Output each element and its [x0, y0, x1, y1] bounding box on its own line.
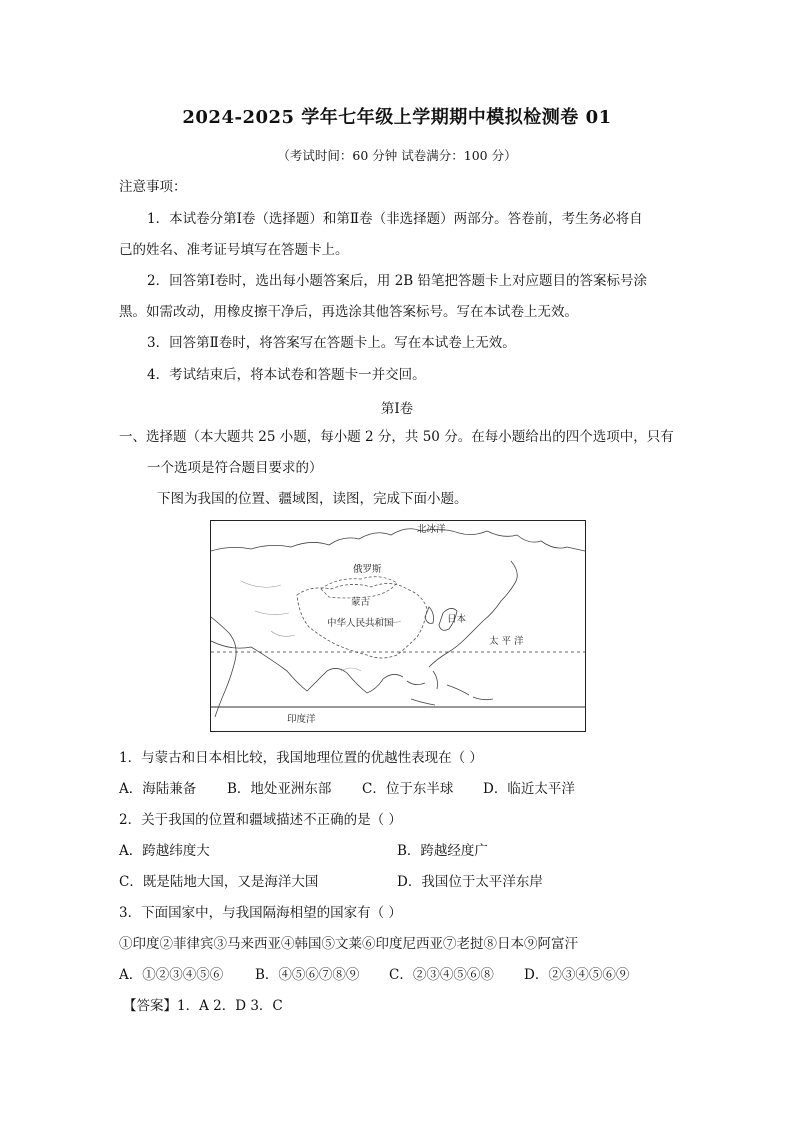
- notes-heading: 注意事项：: [119, 179, 187, 195]
- southeast-asia-islands: [407, 671, 493, 705]
- note-1-line-2: 己的姓名、准考证号填写在答题卡上。: [119, 242, 349, 258]
- map-label-mongolia: 蒙古: [351, 597, 371, 608]
- question-3-option-a: A．①②③④⑤⑥: [119, 967, 224, 983]
- question-2-option-b: B．跨越经度广: [397, 843, 488, 859]
- question-1-option-a: A．海陆兼备: [119, 781, 197, 797]
- question-3-option-c: C．②③④⑤⑥⑧: [389, 967, 494, 983]
- question-3-option-b: B．④⑤⑥⑦⑧⑨: [255, 967, 360, 983]
- coastline-north: [211, 529, 585, 551]
- map-label-indian-ocean: 印度洋: [287, 714, 316, 725]
- question-3-stem: 3．下面国家中，与我国隔海相望的国家有（ ）: [119, 905, 402, 921]
- note-2-line-2: 黑。如需改动，用橡皮擦干净后，再选涂其他答案标号。写在本试卷上无效。: [119, 304, 578, 320]
- question-1-option-c: C．位于东半球: [362, 781, 454, 797]
- mongolia-border: [321, 577, 397, 598]
- answer-key: 【答案】1．A 2．D 3．C: [123, 998, 283, 1014]
- south-asia-coast: [211, 641, 403, 693]
- question-2-option-d: D．我国位于太平洋东岸: [397, 874, 543, 890]
- note-1-line-1: 1．本试卷分第Ⅰ卷（选择题）和第Ⅱ卷（非选择题）两部分。答卷前，考生务必将自: [147, 211, 643, 227]
- question-2-stem: 2．关于我国的位置和疆域描述不正确的是（ ）: [119, 812, 402, 828]
- section-instructions-line-2: 一个选项是符合题目要求的）: [147, 460, 323, 476]
- korea-peninsula: [425, 607, 434, 623]
- arabia-africa-coast: [211, 617, 236, 717]
- note-4: 4．考试结束后，将本试卷和答题卡一并交回。: [147, 367, 426, 383]
- question-3-option-d: D．②③④⑤⑥⑨: [524, 967, 630, 983]
- map-label-russia: 俄罗斯: [353, 564, 382, 575]
- page-title: 2024-2025 学年七年级上学期期中模拟检测卷 01: [182, 107, 612, 128]
- part-heading: 第Ⅰ卷: [380, 401, 414, 417]
- question-group-intro: 下图为我国的位置、疆域图，读图，完成下面小题。: [157, 491, 468, 507]
- note-3: 3．回答第Ⅱ卷时，将答案写在答题卡上。写在本试卷上无效。: [147, 335, 516, 351]
- map-label-pacific-ocean: 太 平 洋: [489, 636, 524, 647]
- question-2-option-a: A．跨越纬度大: [119, 843, 210, 859]
- question-1-stem: 1．与蒙古和日本相比较，我国地理位置的优越性表现在（ ）: [119, 750, 483, 766]
- note-2-line-1: 2．回答第Ⅰ卷时，选出每小题答案后，用 2B 铅笔把答题卡上对应题目的答案标号涂: [147, 273, 648, 289]
- map-label-china: 中华人民共和国: [327, 618, 394, 629]
- map-label-arctic-ocean: 北冰洋: [417, 524, 446, 535]
- section-instructions-line-1: 一、选择题（本大题共 25 小题，每小题 2 分，共 50 分。在每小题给出的四个选项中，只有: [119, 429, 674, 445]
- question-3-country-list: ①印度②菲律宾③马来西亚④韩国⑤文莱⑥印度尼西亚⑦老挝⑧日本⑨阿富汗: [119, 936, 578, 952]
- coastline-east-asia: [429, 561, 517, 667]
- question-1-option-b: B．地处亚洲东部: [227, 781, 332, 797]
- page-subtitle: （考试时间：60 分钟 试卷满分：100 分）: [277, 148, 517, 163]
- question-2-option-c: C．既是陆地大国，又是海洋大国: [119, 874, 319, 890]
- question-1-option-d: D．临近太平洋: [483, 781, 575, 797]
- map-label-japan: 日本: [447, 614, 467, 625]
- china-location-map: [210, 520, 586, 732]
